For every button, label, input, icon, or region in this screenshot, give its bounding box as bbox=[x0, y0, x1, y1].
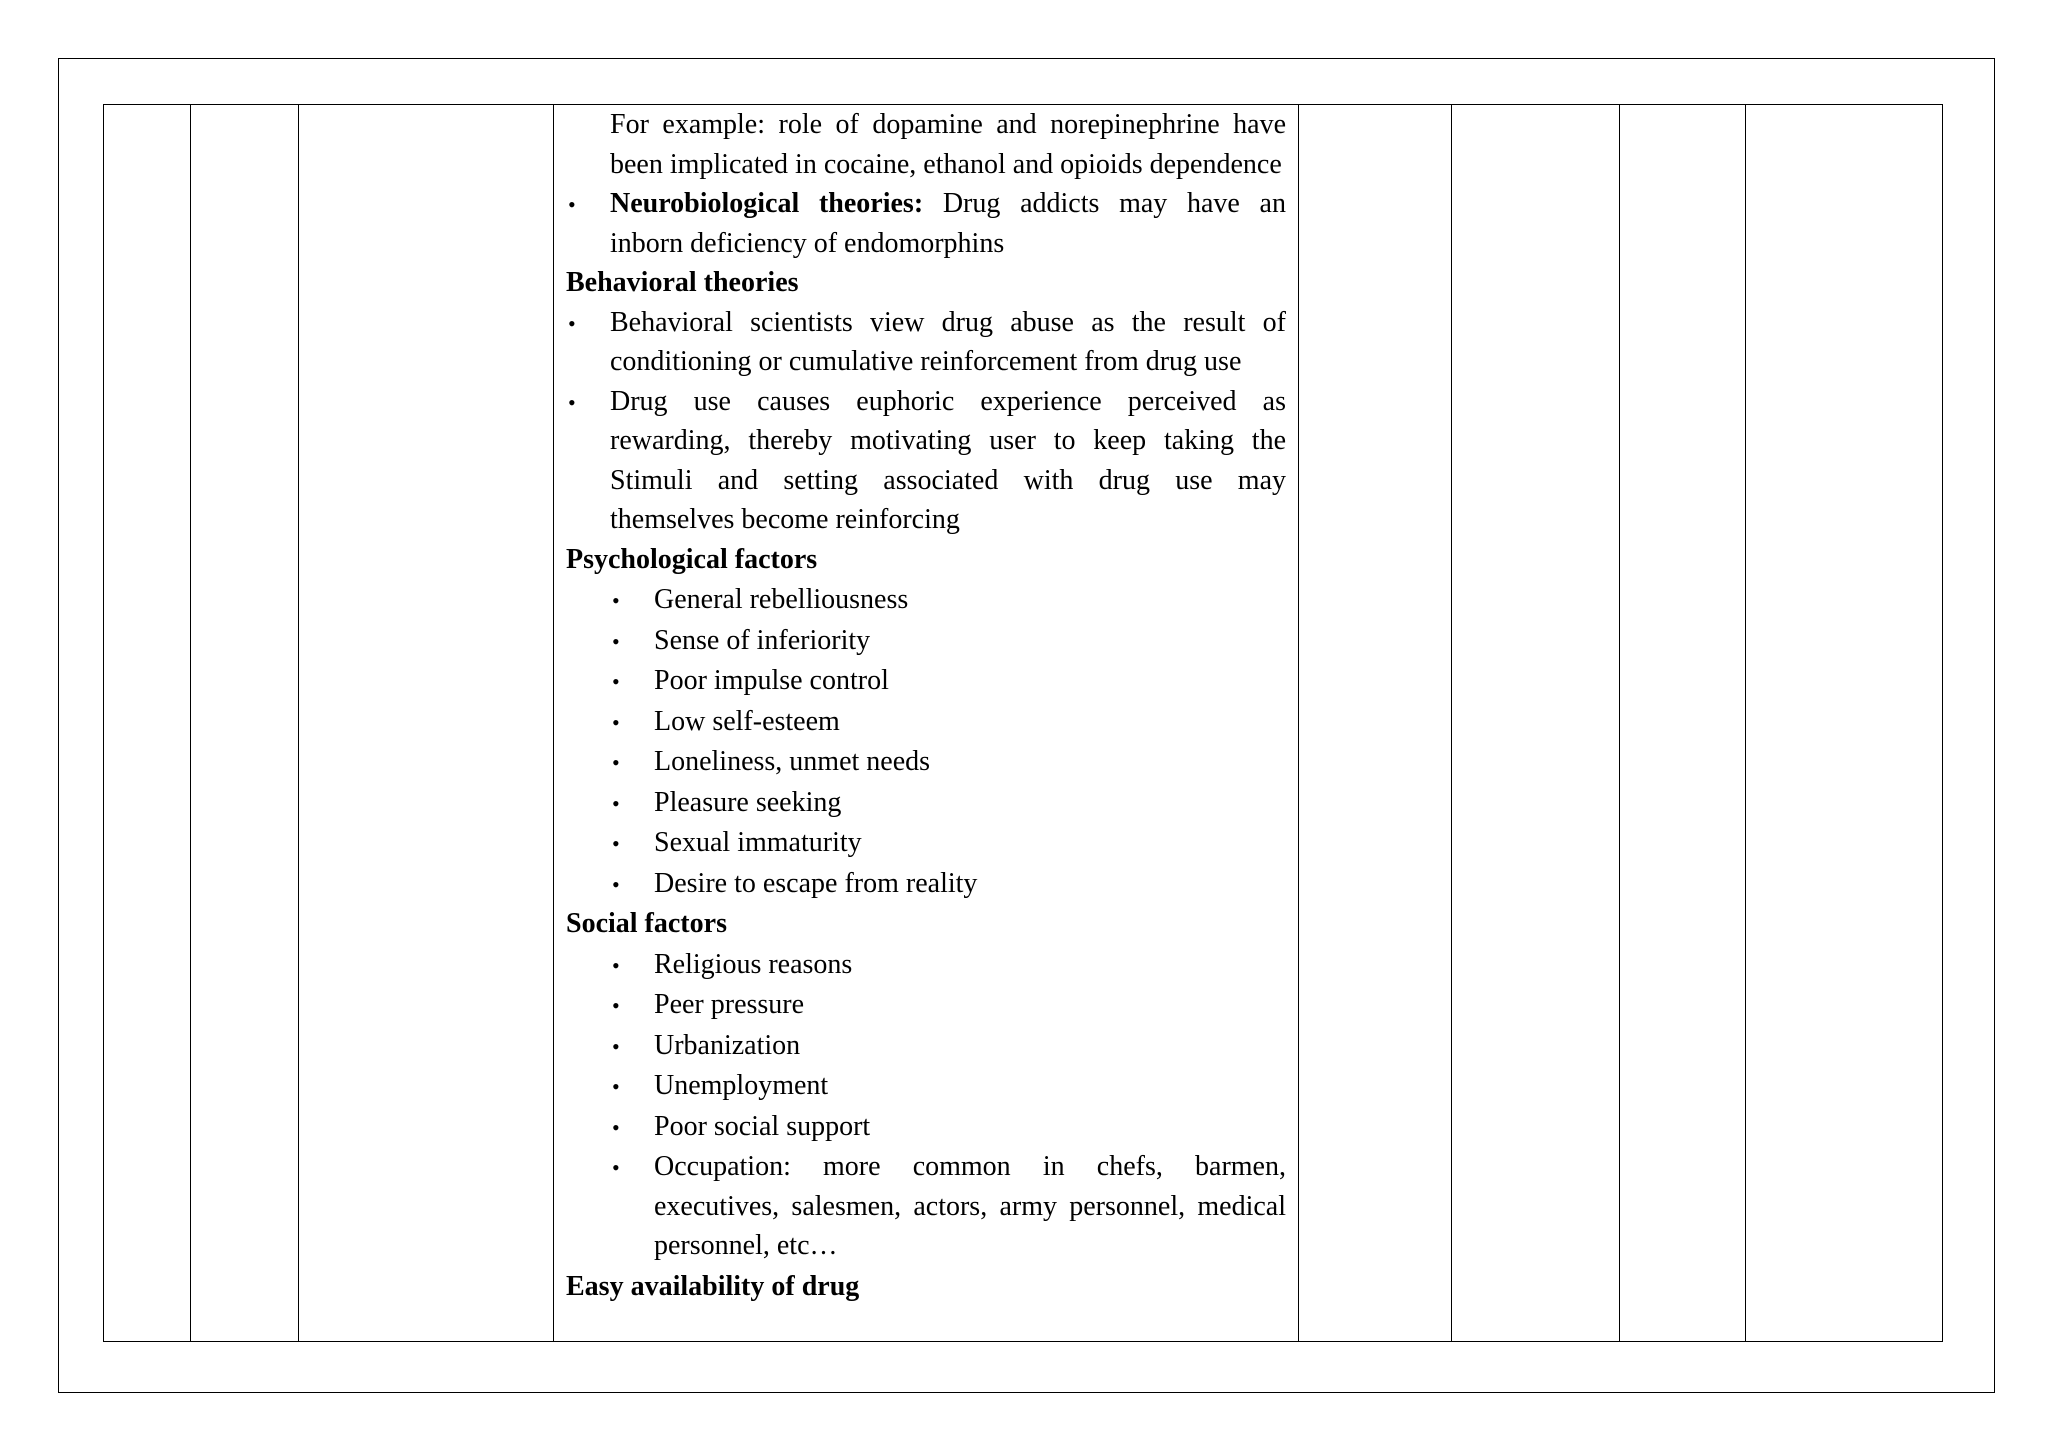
bullet-icon: • bbox=[612, 1155, 620, 1180]
list-item bbox=[566, 661, 1286, 701]
list-item bbox=[566, 580, 1286, 620]
list-item-text: Urbanization bbox=[654, 1029, 801, 1061]
bullet-icon: • bbox=[612, 669, 620, 694]
table-cell-col-7 bbox=[1620, 105, 1746, 1342]
neurobiological-text: Drug addicts may have an inborn deficiency of endomorphins bbox=[610, 188, 1286, 259]
neurobiological-title: Neurobiological theories: bbox=[610, 188, 924, 219]
bullet-icon: • bbox=[612, 1114, 620, 1140]
list-item bbox=[566, 621, 1286, 661]
list-item-text: Sexual immaturity bbox=[654, 827, 862, 858]
bullet-icon: • bbox=[612, 790, 620, 816]
psychological-heading: Psychological factors bbox=[566, 543, 818, 575]
intro-paragraph: For example: role of dopamine and norepinephrine have been implicated in cocaine, ethanol and opioids dependence bbox=[610, 109, 1286, 180]
bullet-icon: • bbox=[568, 389, 576, 415]
list-item bbox=[566, 382, 1286, 540]
list-item bbox=[566, 985, 1286, 1025]
table-row bbox=[104, 105, 1943, 1342]
list-item bbox=[566, 1066, 1286, 1106]
list-item bbox=[566, 1107, 1286, 1147]
list-item bbox=[566, 823, 1286, 863]
table-cell-col-6 bbox=[1452, 105, 1620, 1342]
list-item-text: Religious reasons bbox=[654, 948, 853, 980]
table-cell-col-2 bbox=[191, 105, 299, 1342]
list-item bbox=[566, 864, 1286, 904]
list-item-text: Low self-esteem bbox=[654, 705, 840, 737]
list-item-text: Loneliness, unmet needs bbox=[654, 746, 931, 777]
list-item-text: Sense of inferiority bbox=[654, 624, 871, 656]
list-item-text: Behavioral scientists view drug abuse as the result of conditioning or cumulative reinforcement from drug use bbox=[610, 306, 1286, 377]
lesson-plan-table bbox=[103, 104, 1943, 1342]
table-cell-col-3 bbox=[299, 105, 554, 1342]
bullet-icon: • bbox=[612, 993, 620, 1018]
behavioral-heading: Behavioral theories bbox=[566, 267, 799, 298]
list-item-text: Desire to escape from reality bbox=[654, 867, 978, 899]
bullet-icon: • bbox=[612, 750, 620, 775]
bullet-icon: • bbox=[612, 709, 620, 735]
list-item bbox=[566, 303, 1286, 382]
bullet-icon: • bbox=[568, 192, 576, 217]
bullet-icon: • bbox=[612, 831, 620, 856]
list-item-text: Poor social support bbox=[654, 1110, 871, 1142]
list-item bbox=[566, 783, 1286, 823]
neurobiological-item bbox=[566, 184, 1286, 263]
list-item bbox=[566, 1147, 1286, 1266]
table-cell-col-8 bbox=[1746, 105, 1943, 1342]
list-item-text: General rebelliousness bbox=[654, 584, 909, 615]
bullet-icon: • bbox=[612, 871, 620, 897]
bullet-icon: • bbox=[612, 1074, 620, 1099]
list-item bbox=[566, 742, 1286, 782]
table-cell-col-1 bbox=[104, 105, 191, 1342]
list-item-text: Peer pressure bbox=[654, 989, 805, 1020]
list-item-text: Unemployment bbox=[654, 1070, 829, 1101]
content-cell bbox=[554, 105, 1299, 1342]
bullet-icon: • bbox=[612, 952, 620, 978]
bullet-icon: • bbox=[568, 310, 576, 336]
table-cell-col-5 bbox=[1299, 105, 1452, 1342]
list-item bbox=[566, 945, 1286, 985]
list-item bbox=[566, 1026, 1286, 1066]
list-item-text: Drug use causes euphoric experience perceived as rewarding, thereby motivating user to keep taking the Stimuli and setting associated with drug use may themselves become reinforcing bbox=[610, 385, 1286, 535]
list-item-text: Pleasure seeking bbox=[654, 786, 842, 818]
list-item bbox=[566, 702, 1286, 742]
bullet-icon: • bbox=[612, 588, 620, 613]
bullet-icon: • bbox=[612, 628, 620, 654]
social-heading: Social factors bbox=[566, 908, 727, 939]
list-item-text: Occupation: more common in chefs, barmen, executives, salesmen, actors, army personnel, medical personnel, etc… bbox=[654, 1151, 1286, 1261]
list-item-text: Poor impulse control bbox=[654, 665, 889, 696]
bullet-icon: • bbox=[612, 1033, 620, 1059]
availability-heading: Easy availability of drug bbox=[566, 1270, 860, 1302]
